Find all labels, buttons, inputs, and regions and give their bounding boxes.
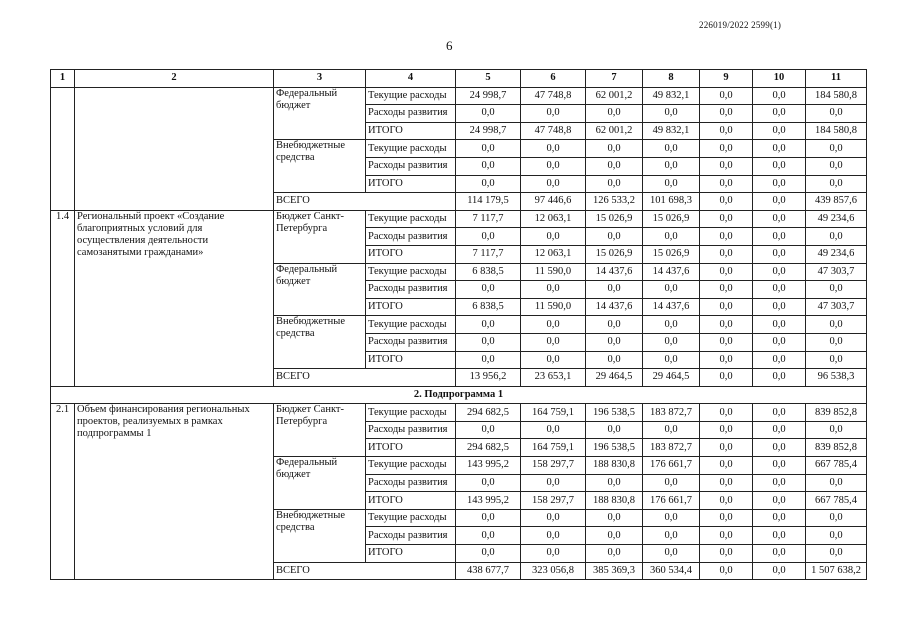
value-cell: 164 759,1 [521,439,586,457]
value-cell: 11 590,0 [521,263,586,281]
expense-type: Текущие расходы [366,263,456,281]
value-cell: 188 830,8 [586,492,643,510]
value-cell: 196 538,5 [586,439,643,457]
value-cell: 0,0 [753,492,806,510]
column-header: 5 [456,70,521,88]
value-cell: 0,0 [700,263,753,281]
value-cell: 0,0 [643,474,700,492]
value-cell: 62 001,2 [586,87,643,105]
value-cell: 0,0 [806,140,867,158]
value-cell: 0,0 [586,105,643,123]
value-cell: 0,0 [806,175,867,193]
expense-type: ИТОГО [366,439,456,457]
expense-type: Расходы развития [366,333,456,351]
value-cell: 0,0 [700,527,753,545]
funding-source: Внебюджетные средства [274,509,366,562]
value-cell: 0,0 [753,193,806,211]
expense-type: ИТОГО [366,351,456,369]
value-cell: 0,0 [521,509,586,527]
value-cell: 0,0 [643,527,700,545]
document-id: 226019/2022 2599(1) [699,20,782,30]
value-cell: 15 026,9 [643,210,700,228]
value-cell: 0,0 [700,457,753,475]
value-cell: 184 580,8 [806,122,867,140]
expense-type: Расходы развития [366,527,456,545]
value-cell: 839 852,8 [806,404,867,422]
value-cell: 0,0 [700,474,753,492]
expense-type: Текущие расходы [366,140,456,158]
value-cell: 183 872,7 [643,439,700,457]
expense-type: Текущие расходы [366,210,456,228]
funding-source: Бюджет Санкт-Петербурга [274,210,366,263]
financing-table [50,69,867,580]
value-cell: 0,0 [700,333,753,351]
funding-source: Бюджет Санкт-Петербурга [274,404,366,457]
value-cell: 323 056,8 [521,562,586,580]
value-cell: 0,0 [586,509,643,527]
value-cell: 143 995,2 [456,492,521,510]
funding-source: Внебюджетные средства [274,140,366,193]
value-cell: 0,0 [700,439,753,457]
value-cell: 0,0 [806,105,867,123]
value-cell: 101 698,3 [643,193,700,211]
value-cell: 0,0 [700,175,753,193]
value-cell: 0,0 [753,474,806,492]
page-number: 6 [446,38,453,53]
value-cell: 0,0 [700,87,753,105]
value-cell: 0,0 [456,509,521,527]
value-cell: 0,0 [753,316,806,334]
header-row [51,70,867,88]
value-cell: 0,0 [643,175,700,193]
value-cell: 438 677,7 [456,562,521,580]
value-cell: 0,0 [456,281,521,299]
value-cell: 0,0 [753,333,806,351]
value-cell: 0,0 [643,316,700,334]
value-cell: 96 538,3 [806,369,867,387]
value-cell: 0,0 [753,298,806,316]
value-cell: 0,0 [700,351,753,369]
column-header: 1 [51,70,75,88]
value-cell: 49 234,6 [806,210,867,228]
value-cell: 0,0 [456,175,521,193]
value-cell: 7 117,7 [456,245,521,263]
column-header: 3 [274,70,366,88]
expense-type: ИТОГО [366,545,456,563]
value-cell: 0,0 [700,210,753,228]
value-cell: 62 001,2 [586,122,643,140]
value-cell: 0,0 [700,193,753,211]
value-cell: 0,0 [806,474,867,492]
value-cell: 0,0 [753,421,806,439]
expense-type: ИТОГО [366,492,456,510]
value-cell: 0,0 [753,245,806,263]
value-cell: 0,0 [643,157,700,175]
value-cell: 47 748,8 [521,87,586,105]
value-cell: 49 832,1 [643,122,700,140]
value-cell: 0,0 [753,122,806,140]
value-cell: 0,0 [643,509,700,527]
value-cell: 24 998,7 [456,122,521,140]
value-cell: 0,0 [521,545,586,563]
table-row [51,210,867,228]
value-cell: 0,0 [521,316,586,334]
value-cell: 0,0 [586,351,643,369]
value-cell: 0,0 [753,404,806,422]
value-cell: 196 538,5 [586,404,643,422]
value-cell: 0,0 [700,298,753,316]
value-cell: 176 661,7 [643,492,700,510]
value-cell: 0,0 [586,157,643,175]
value-cell: 0,0 [753,140,806,158]
value-cell: 0,0 [521,228,586,246]
value-cell: 0,0 [456,351,521,369]
value-cell: 0,0 [456,545,521,563]
value-cell: 0,0 [456,105,521,123]
expense-type: Текущие расходы [366,87,456,105]
value-cell: 0,0 [521,333,586,351]
value-cell: 0,0 [806,228,867,246]
value-cell: 0,0 [753,439,806,457]
value-cell: 0,0 [806,316,867,334]
value-cell: 184 580,8 [806,87,867,105]
value-cell: 14 437,6 [586,298,643,316]
value-cell: 0,0 [806,333,867,351]
value-cell: 24 998,7 [456,87,521,105]
expense-type: ИТОГО [366,175,456,193]
value-cell: 183 872,7 [643,404,700,422]
value-cell: 47 303,7 [806,263,867,281]
total-label: ВСЕГО [274,193,456,211]
value-cell: 6 838,5 [456,298,521,316]
value-cell: 0,0 [700,245,753,263]
value-cell: 0,0 [700,404,753,422]
value-cell: 0,0 [806,157,867,175]
section-title: 2. Подпрограмма 1 [51,386,867,404]
table-row [51,87,867,105]
value-cell: 13 956,2 [456,369,521,387]
value-cell: 0,0 [521,421,586,439]
funding-source: Федеральный бюджет [274,87,366,140]
value-cell: 0,0 [456,140,521,158]
value-cell: 12 063,1 [521,245,586,263]
total-label: ВСЕГО [274,562,456,580]
value-cell: 0,0 [456,474,521,492]
value-cell: 0,0 [456,527,521,545]
column-header: 2 [75,70,274,88]
value-cell: 0,0 [753,457,806,475]
value-cell: 0,0 [456,228,521,246]
value-cell: 0,0 [753,369,806,387]
value-cell: 0,0 [753,175,806,193]
value-cell: 0,0 [521,140,586,158]
value-cell: 0,0 [456,421,521,439]
value-cell: 0,0 [700,281,753,299]
value-cell: 11 590,0 [521,298,586,316]
value-cell: 0,0 [700,140,753,158]
funding-source: Внебюджетные средства [274,316,366,369]
value-cell: 0,0 [643,140,700,158]
value-cell: 0,0 [700,492,753,510]
value-cell: 0,0 [753,509,806,527]
expense-type: Расходы развития [366,105,456,123]
column-header: 6 [521,70,586,88]
value-cell: 97 446,6 [521,193,586,211]
value-cell: 0,0 [586,421,643,439]
value-cell: 0,0 [700,369,753,387]
column-header: 8 [643,70,700,88]
expense-type: ИТОГО [366,298,456,316]
value-cell: 0,0 [753,228,806,246]
value-cell: 0,0 [521,157,586,175]
value-cell: 0,0 [456,316,521,334]
value-cell: 0,0 [806,351,867,369]
value-cell: 7 117,7 [456,210,521,228]
value-cell: 0,0 [700,105,753,123]
value-cell: 0,0 [806,421,867,439]
value-cell: 188 830,8 [586,457,643,475]
expense-type: Текущие расходы [366,316,456,334]
value-cell: 158 297,7 [521,457,586,475]
value-cell: 0,0 [643,228,700,246]
value-cell: 294 682,5 [456,439,521,457]
table-row [51,404,867,422]
value-cell: 14 437,6 [643,298,700,316]
value-cell: 667 785,4 [806,457,867,475]
value-cell: 0,0 [753,351,806,369]
value-cell: 294 682,5 [456,404,521,422]
row-number: 2.1 [51,404,75,580]
value-cell: 14 437,6 [643,263,700,281]
expense-type: ИТОГО [366,245,456,263]
value-cell: 0,0 [521,105,586,123]
value-cell: 0,0 [521,351,586,369]
value-cell: 0,0 [753,87,806,105]
value-cell: 0,0 [643,421,700,439]
value-cell: 0,0 [521,281,586,299]
value-cell: 667 785,4 [806,492,867,510]
value-cell: 49 832,1 [643,87,700,105]
expense-type: Расходы развития [366,281,456,299]
funding-source: Федеральный бюджет [274,457,366,510]
value-cell: 114 179,5 [456,193,521,211]
value-cell: 0,0 [700,316,753,334]
row-number [51,87,75,210]
expense-type: Расходы развития [366,157,456,175]
value-cell: 0,0 [806,509,867,527]
value-cell: 0,0 [521,474,586,492]
value-cell: 0,0 [643,351,700,369]
value-cell: 143 995,2 [456,457,521,475]
value-cell: 0,0 [586,527,643,545]
value-cell: 0,0 [643,281,700,299]
value-cell: 0,0 [700,545,753,563]
value-cell: 0,0 [700,421,753,439]
row-number: 1.4 [51,210,75,386]
value-cell: 29 464,5 [643,369,700,387]
value-cell: 0,0 [586,281,643,299]
expense-type: Расходы развития [366,421,456,439]
value-cell: 47 303,7 [806,298,867,316]
value-cell: 0,0 [586,333,643,351]
column-header: 10 [753,70,806,88]
value-cell: 0,0 [586,316,643,334]
value-cell: 0,0 [753,210,806,228]
value-cell: 0,0 [586,474,643,492]
expense-type: Текущие расходы [366,457,456,475]
value-cell: 47 748,8 [521,122,586,140]
value-cell: 23 653,1 [521,369,586,387]
value-cell: 0,0 [753,527,806,545]
value-cell: 1 507 638,2 [806,562,867,580]
project-name: Объем финансирования региональных проектов, реализуемых в рамках подпрограммы 1 [75,404,274,580]
value-cell: 0,0 [643,545,700,563]
value-cell: 15 026,9 [586,245,643,263]
value-cell: 0,0 [521,527,586,545]
column-header: 11 [806,70,867,88]
value-cell: 439 857,6 [806,193,867,211]
expense-type: ИТОГО [366,122,456,140]
value-cell: 158 297,7 [521,492,586,510]
project-name: Региональный проект «Создание благоприятных условий для осуществления деятельности самозанятыми гражданами» [75,210,274,386]
value-cell: 0,0 [700,228,753,246]
value-cell: 0,0 [586,545,643,563]
value-cell: 0,0 [700,509,753,527]
value-cell: 0,0 [806,545,867,563]
value-cell: 0,0 [753,545,806,563]
value-cell: 0,0 [700,562,753,580]
value-cell: 385 369,3 [586,562,643,580]
value-cell: 176 661,7 [643,457,700,475]
expense-type: Текущие расходы [366,404,456,422]
value-cell: 0,0 [753,263,806,281]
column-header: 9 [700,70,753,88]
value-cell: 360 534,4 [643,562,700,580]
value-cell: 29 464,5 [586,369,643,387]
value-cell: 164 759,1 [521,404,586,422]
value-cell: 839 852,8 [806,439,867,457]
value-cell: 0,0 [753,562,806,580]
project-name [75,87,274,210]
funding-source: Федеральный бюджет [274,263,366,316]
total-label: ВСЕГО [274,369,456,387]
value-cell: 0,0 [806,527,867,545]
value-cell: 0,0 [456,157,521,175]
value-cell: 14 437,6 [586,263,643,281]
expense-type: Расходы развития [366,474,456,492]
value-cell: 15 026,9 [643,245,700,263]
value-cell: 0,0 [586,175,643,193]
expense-type: Текущие расходы [366,509,456,527]
value-cell: 0,0 [586,228,643,246]
value-cell: 15 026,9 [586,210,643,228]
value-cell: 126 533,2 [586,193,643,211]
value-cell: 0,0 [456,333,521,351]
value-cell: 0,0 [700,122,753,140]
value-cell: 0,0 [753,105,806,123]
value-cell: 0,0 [806,281,867,299]
column-header: 4 [366,70,456,88]
value-cell: 0,0 [586,140,643,158]
value-cell: 0,0 [521,175,586,193]
column-header: 7 [586,70,643,88]
value-cell: 6 838,5 [456,263,521,281]
value-cell: 49 234,6 [806,245,867,263]
value-cell: 0,0 [753,281,806,299]
value-cell: 0,0 [643,105,700,123]
value-cell: 0,0 [753,157,806,175]
expense-type: Расходы развития [366,228,456,246]
value-cell: 0,0 [643,333,700,351]
value-cell: 12 063,1 [521,210,586,228]
value-cell: 0,0 [700,157,753,175]
section-row [51,386,867,404]
